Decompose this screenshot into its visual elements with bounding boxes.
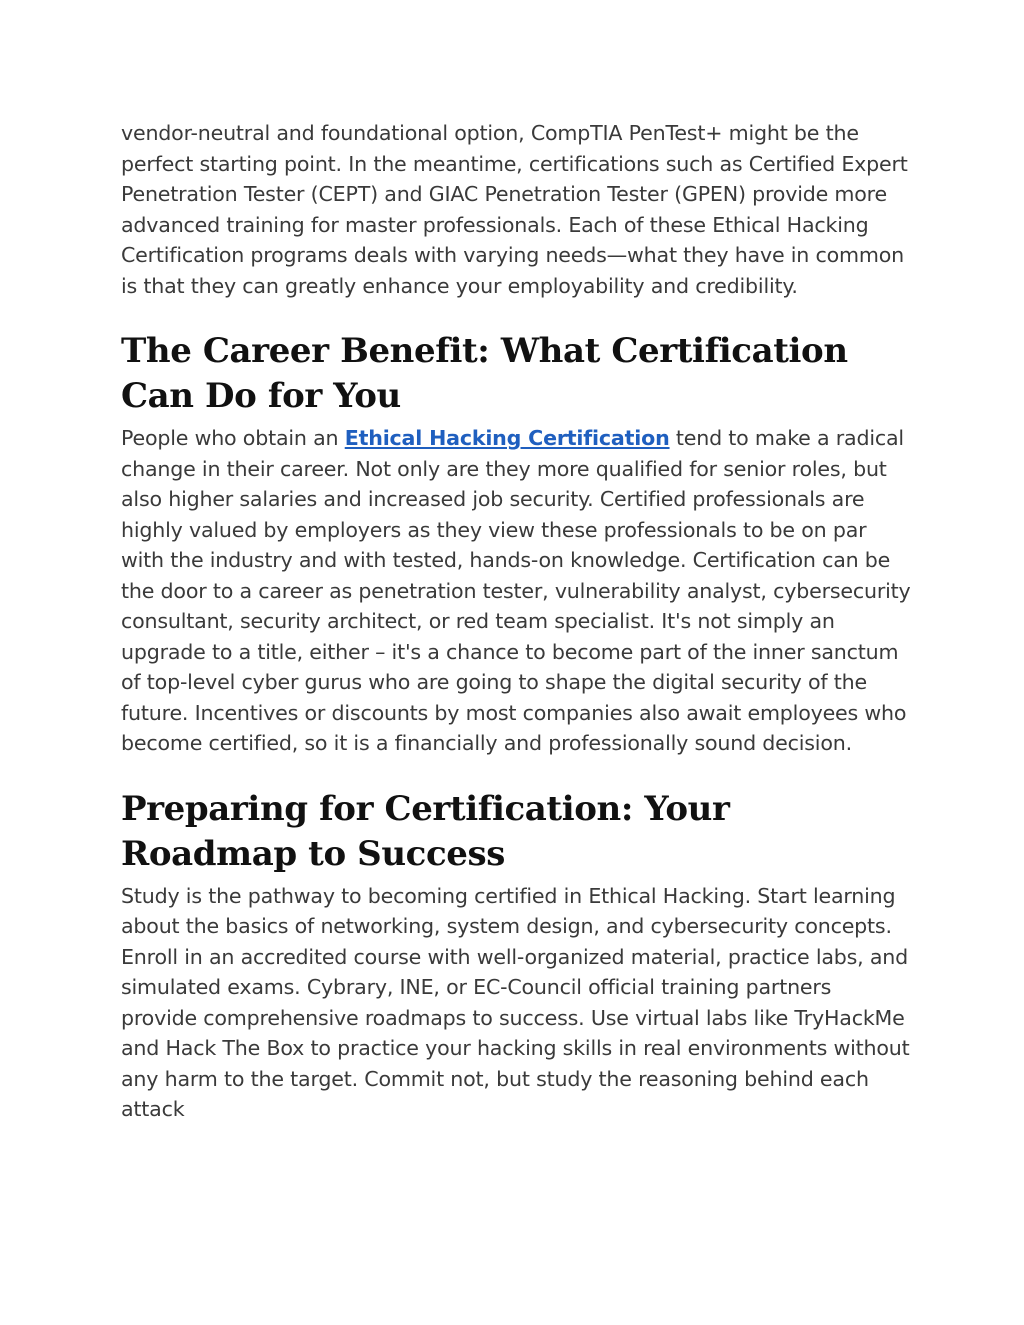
section-heading-career-benefit: The Career Benefit: What Certification Can Do for You [121,331,848,416]
intro-paragraph: vendor-neutral and foundational option, CompTIA PenTest+ might be the perfect starting point. In the meantime, certifications such as Certified Expert Penetration Tester (CEPT) and GIAC Penetration Tester (GPEN) provide more advanced training for master professionals. Each of these Ethical Hacking Certification programs deals with varying needs—what they have in common is that they can greatly enhance your employability and credibility. [121,121,908,298]
ethical-hacking-certification-link[interactable]: Ethical Hacking Certification [344,426,670,450]
preparing-paragraph: Study is the pathway to becoming certified in Ethical Hacking. Start learning about the basics of networking, system design, and cybersecurity concepts. Enroll in an accredited course with well-organized material, practice labs, and simulated exams. Cybrary, INE, or EC-Council official training partners provide comprehensive roadmaps to success. Use virtual labs like TryHackMe and Hack The Box to practice your hacking skills in real environments without any harm to the target. Commit not, but study the reasoning behind each attack [121,883,910,1121]
career-benefit-paragraph [121,423,911,759]
paragraph-text-before-link: People who obtain an [121,426,345,450]
document-page [121,118,911,1125]
paragraph-text-after-link: tend to make a radical change in their career. Not only are they more qualified for senior roles, but also higher salaries and increased job security. Certified professionals are highly valued by employers as they view these professionals to be on par with the industry and with tested, hands-on knowledge. Certification can be the door to a career as penetration tester, vulnerability analyst, cybersecurity consultant, security architect, or red team specialist. It's not simply an upgrade to a title, either – it's a chance to become part of the inner sanctum of top-level cyber gurus who are going to shape the digital security of the future. Incentives or discounts by most companies also await employees who become certified, so it is a financially and professionally sound decision. [121,426,911,755]
section-heading-preparing: Preparing for Certification: Your Roadmap to Success [121,788,730,874]
